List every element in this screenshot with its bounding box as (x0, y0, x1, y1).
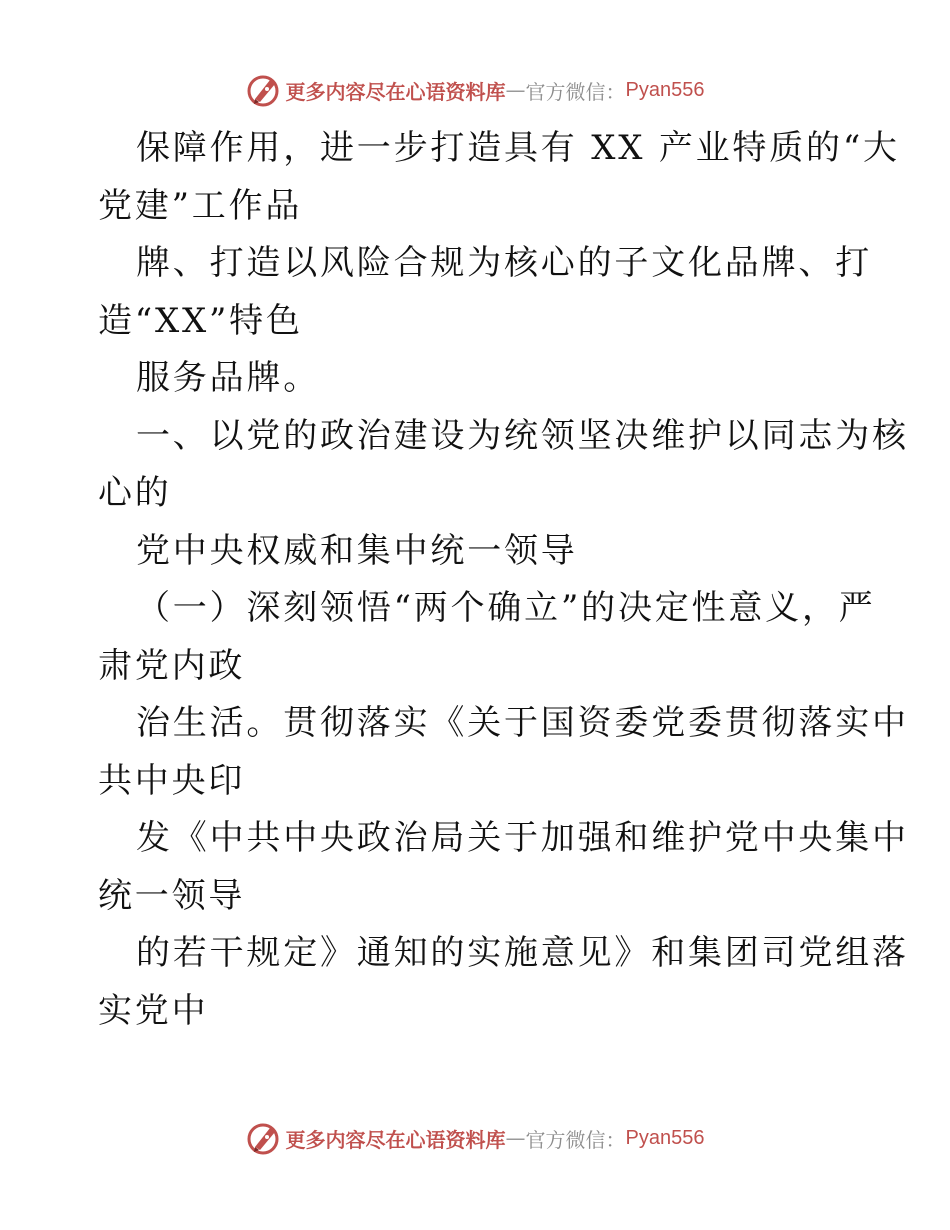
document-body (98, 120, 909, 1040)
banner-main-text: 更多内容尽在心语资料库 (285, 1127, 506, 1152)
body-line: 肃党内政 (98, 645, 246, 686)
body-line: 治生活。贯彻落实《关于国资委党委贯彻落实中 (136, 703, 909, 743)
header-banner (0, 68, 950, 112)
body-line: 统一领导 (98, 875, 246, 916)
banner-dash: — (505, 1126, 526, 1150)
body-line: 发《中共中央政治局关于加强和维护党中央集中 (136, 818, 909, 858)
body-line: 造“XX”特色 (98, 300, 303, 341)
banner-main-text: 更多内容尽在心语资料库 (285, 79, 506, 104)
body-line: 保障作用，进一步打造具有 XX 产业特质的“大 (136, 128, 900, 168)
section-heading: 党中央权威和集中统一领导 (136, 530, 578, 571)
section-heading: 心的 (98, 473, 172, 513)
banner-wechat-label: 官方微信： (525, 1127, 626, 1152)
banner-wechat-label: 官方微信： (525, 79, 626, 104)
body-line: 的若干规定》通知的实施意见》和集团司党组落 (136, 933, 909, 973)
body-line: 实党中 (98, 990, 209, 1031)
footer-banner (0, 1116, 950, 1160)
banner-wechat-id: Pyan556 (625, 78, 705, 101)
body-line: 牌、打造以风险合规为核心的子文化品牌、打 (136, 243, 872, 283)
subsection-heading: （一）深刻领悟“两个确立”的决定性意义，严 (136, 588, 876, 628)
body-line: 党建”工作品 (98, 185, 303, 226)
banner-wechat-id: Pyan556 (625, 1126, 705, 1149)
section-heading: 一、以党的政治建设为统领坚决维护以同志为核 (136, 415, 909, 456)
pen-logo-icon (246, 1120, 282, 1156)
pen-logo-icon (246, 72, 282, 108)
body-line: 共中央印 (98, 760, 246, 801)
body-line: 服务品牌。 (136, 358, 320, 398)
banner-dash: — (505, 78, 526, 102)
